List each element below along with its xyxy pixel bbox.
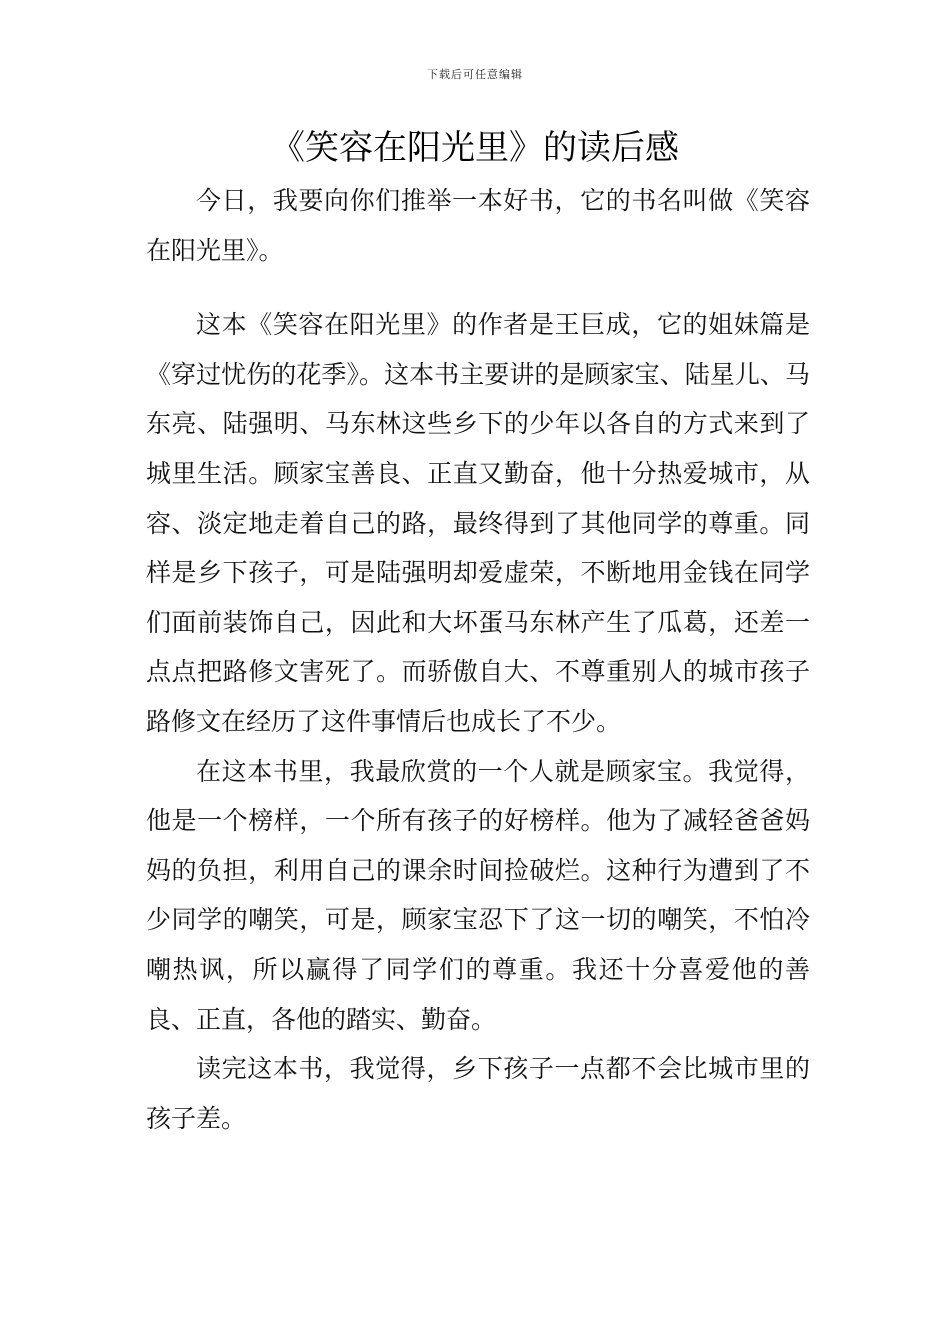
document-title: 《笑容在阳光里》的读后感 xyxy=(271,128,679,168)
paragraph-intro: 今日，我要向你们推举一本好书，它的书名叫做《笑容在阳光里》。 xyxy=(146,186,810,265)
paragraph-favorite-character: 在这本书里，我最欣赏的一个人就是顾家宝。我觉得，他是一个榜样，一个所有孩子的好榜样。他为了减轻爸爸妈妈的负担，利用自己的课余时间捡破烂。这种行为遭到了不少同学的嘲笑，可是，顾家宝忍下了这一切的嘲笑，不怕冷嘲热讽，所以赢得了同学们的尊重。我还十分喜爱他的善良、正直，各他的踏实、勤奋。 xyxy=(146,756,810,1034)
paragraph-conclusion: 读完这本书，我觉得，乡下孩子一点都不会比城市里的孩子差。 xyxy=(146,1054,810,1133)
paragraph-summary: 这本《笑容在阳光里》的作者是王巨成，它的姐妹篇是《穿过忧伤的花季》。这本书主要讲的是顾家宝、陆星儿、马东亮、陆强明、马东林这些乡下的少年以各自的方式来到了城里生活。顾家宝善良、正直又勤奋，他十分热爱城市，从容、淡定地走着自己的路，最终得到了其他同学的尊重。同样是乡下孩子，可是陆强明却爱虚荣，不断地用金钱在同学们面前装饰自己，因此和大坏蛋马东林产生了瓜葛，还差一点点把路修文害死了。而骄傲自大、不尊重别人的城市孩子路修文在经历了这件事情后也成长了不少。 xyxy=(146,310,810,736)
document-body xyxy=(146,176,810,1143)
header-note: 下载后可任意编辑 xyxy=(427,68,523,81)
